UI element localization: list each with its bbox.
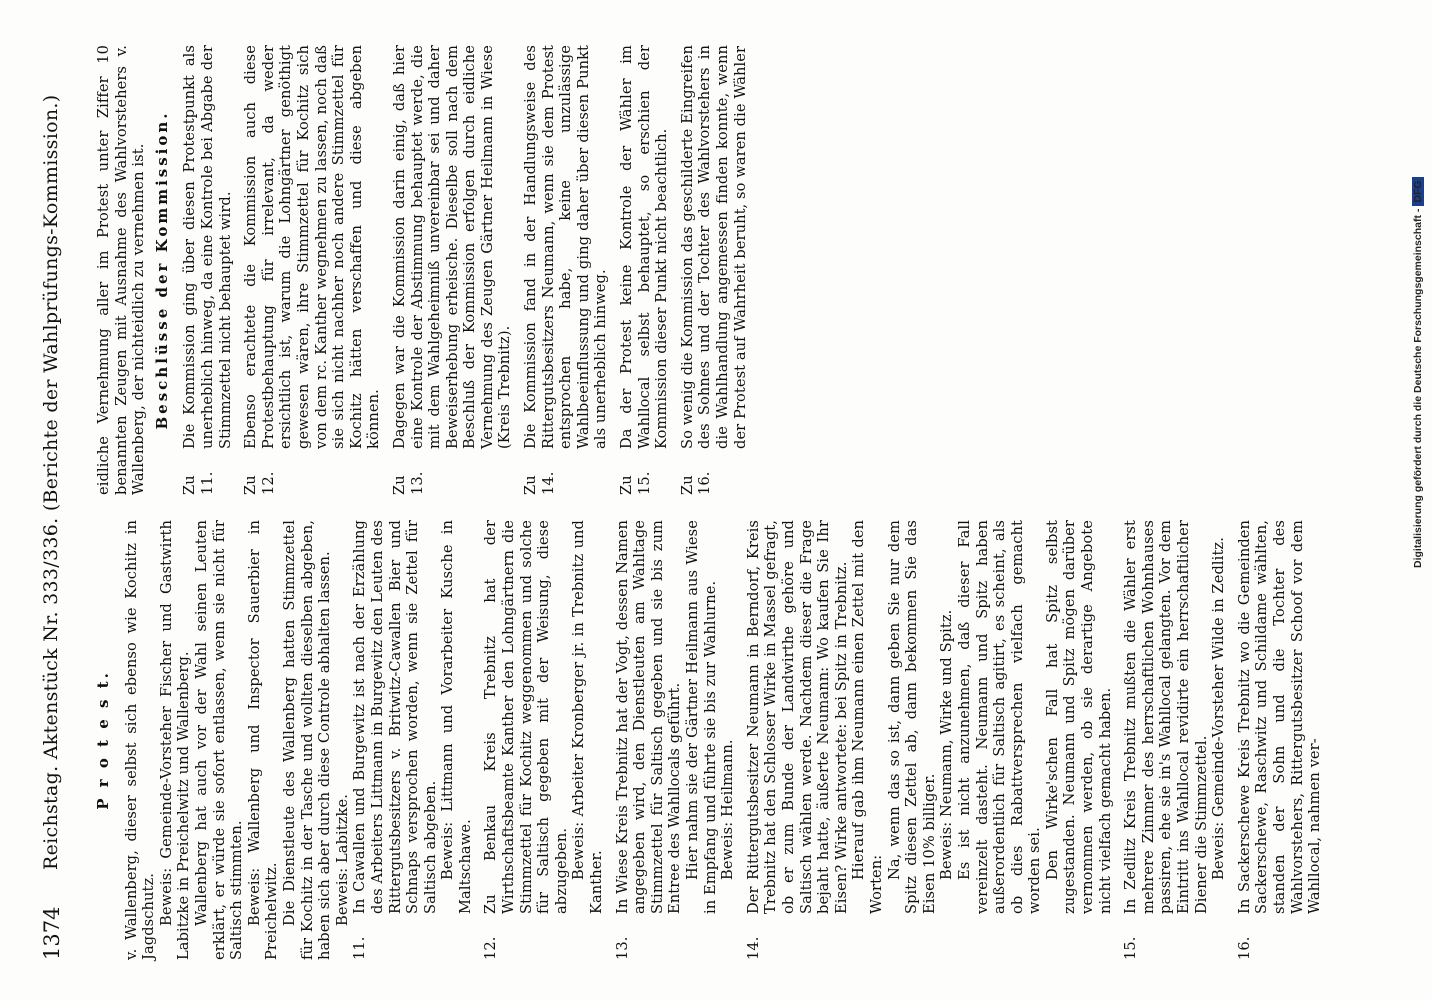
running-head: Reichstag. Aktenstück Nr. 333/336. (Berichte der Wahlprüfungs-Kommission.) — [40, 94, 62, 870]
page-header — [40, 40, 80, 960]
digitization-text: Digitalisierung gefördert durch die Deutsche Forschungsgemeinschaft - — [1412, 208, 1424, 568]
decision-item — [618, 45, 671, 495]
decision-item-paragraph: Die Kommission ging über diesen Protestpunkt als unerheblich hinweg, da eine Kontrole bei Abgabe der Stimmzettel nicht behauptet wird. — [181, 45, 234, 449]
protest-item-number: 15. — [1122, 936, 1140, 960]
protest-item — [351, 520, 474, 960]
protest-item-paragraph: Beweis: Gemeinde-Vorsteher Wilde in Zedlitz. — [1210, 537, 1228, 880]
left-column-protest — [95, 520, 1332, 960]
protest-items — [351, 520, 1323, 960]
protest-heading: P r o t e s t. — [94, 670, 112, 810]
protest-item-paragraph: Es ist nicht anzunehmen, daß dieser Fall vereinzelt dasteht. Neumann und Spitz haben außerordentlich für Saltisch agitirt, es scheint, als ob dies Rabattversprechen vielfach gemacht worden sei. — [955, 520, 1044, 914]
protest-item-paragraph: In Sackerschewe Kreis Trebnitz wo die Gemeinden Sackerschewe, Raschwitz und Schildame wählten, standen der Sohn und die Tochter des Wahlvorstehers, Rittergutsbesitzer Schoof vor dem Wahllocal, nahmen ver- — [1235, 520, 1324, 914]
decision-item-number: Zu 14. — [522, 471, 557, 495]
protest-item-paragraph: Den Wirke'schen Fall hat Spitz selbst zugestanden. Neumann und Spitz mögen darüber vernommen werden, ob sie derartige Angebote nicht vielfach gemacht haben. — [1043, 520, 1114, 914]
protest-item — [482, 520, 605, 960]
protest-item-paragraph: Zu Benkau Kreis Trebnitz hat der Wirthschaftsbeamte Kanther den Lohngärtnern die Stimmzettel für Kochitz weggenommen und solche für Saltisch gegeben mit der Weisung, diese abzugeben. — [482, 520, 570, 914]
page-number: 1374 — [40, 906, 64, 960]
protest-item-paragraph: In Zedlitz Kreis Trebnitz mußten die Wähler erst mehrere Zimmer des herrschaftlichen Wohnhauses passiren, ehe sie in's Wahllocal gelangten. Vor dem Eintritt ins Wahllocal revidirte ein herrschaftlicher Diener die Stimmzettel. — [1122, 520, 1210, 914]
protest-intro-paragraph: Wallenberg hat auch vor der Wahl seinen Leuten erklärt, er würde sie sofort entlassen, wenn sie nicht für Saltisch stimmten. — [192, 520, 246, 960]
protest-item-paragraph: Beweis: Heilmann. — [719, 739, 737, 880]
protest-item-number: 11. — [351, 936, 369, 960]
protest-item — [614, 520, 737, 960]
decision-item-number: Zu 15. — [618, 471, 653, 495]
decision-item-paragraph: Ebenso erachtete die Kommission auch diese Protestbehauptung für irrelevant, da weder ersichtlich ist, warum die Lohngärtner genöthigt gewesen wären, ihre Stimmzettel für Kochitz sich von dem rc. Kanther wegnehmen zu lassen, noch daß sie sich nicht nachher noch andere Stimmzettel für Kochitz hätten verschaffen und diese abgeben können. — [242, 45, 383, 449]
dfg-logo: DFG — [1412, 177, 1424, 205]
protest-item — [745, 520, 1114, 960]
decision-item-paragraph: Da der Protest keine Kontrole der Wähler im Wahllocal selbst behauptet, so erschien der Kommission dieser Punkt nicht beachtlich. — [618, 45, 671, 449]
protest-intro-paragraph: Beweis: Wallenberg und Inspector Sauerbier in Preichelwitz. — [245, 520, 281, 960]
protest-item-paragraph: Na, wenn das so ist, dann geben Sie nur dem Spitz diesen Zettel ab, dann bekommen Sie das Eisen 10% billiger. — [885, 520, 938, 914]
digitization-note — [1412, 8, 1428, 568]
decision-item-paragraph: So wenig die Kommission das geschilderte Eingreifen des Sohnes und der Tochter des Wahlvorstehers in die Wahlhandlung angemessen finden konnte, wenn der Protest auf Wahrheit beruht, so waren die Wähler — [678, 45, 749, 449]
decision-lead: eidliche Vernehmung aller im Protest unter Ziffer 10 benannten Zeugen mit Ausnahme des Wahlvorstehers v. Wallenberg, der nichteidlich zu vernehmen ist. — [95, 45, 148, 495]
decision-items — [181, 45, 749, 495]
decision-item-paragraph: Die Kommission fand in der Handlungsweise des Rittergutsbesitzers Neumann, wenn sie dem Protest entsprochen habe, keine unzulässige Wahlbeeinflussung und ging daher über diesen Punkt als unerheblich hinweg. — [522, 45, 610, 449]
protest-item-paragraph: Beweis: Littmann und Vorarbeiter Kusche in Maltschawe. — [439, 520, 474, 914]
protest-item-paragraph: Beweis: Arbeiter Kronberger jr. in Trebnitz und Kanther. — [570, 520, 606, 914]
decision-item-number: Zu 11. — [181, 471, 216, 495]
protest-intro-paragraph: v. Wallenberg, dieser selbst sich ebenso wie Kochitz in Jagdschutz. — [122, 520, 158, 960]
decision-item-number: Zu 12. — [242, 471, 277, 495]
protest-item — [1236, 520, 1324, 960]
decision-item-paragraph: Dagegen war die Kommission darin einig, daß hier eine Kontrole der Abstimmung behauptet werde, die mit dem Wahlgeheimniß unvereinbar sei und daher Beweiserhebung erheische. Dieselbe soll nach dem Beschluß der Kommission erfolgen durch eidliche Vernehmung des Zeugen Gärtner Heilmann in Wiese (Kreis Trebnitz). — [390, 45, 514, 449]
decision-item — [679, 45, 749, 495]
protest-item-paragraph: Hier nahm sie der Gärtner Heilmann aus Wiese in Empfang und führte sie bis zur Wahlurne. — [684, 520, 719, 914]
protest-item-number: 13. — [613, 936, 631, 960]
protest-intro-paragraph: Die Dienstleute des Wallenberg hatten Stimmzettel für Kochitz in der Tasche und wollten dieselben abgeben, haben sich aber durch diese Controle abhalten lassen. — [280, 520, 334, 960]
protest-item-paragraph: Hierauf gab ihm Neumann einen Zettel mit den Worten: — [850, 520, 885, 914]
protest-intro-paragraph: Beweis: Gemeinde-Vorsteher Fischer und Gastwirth Labitzke in Preichelwitz und Wallenberg. — [157, 520, 193, 960]
protest-intro-paragraph: Beweis: Labitzke. — [333, 794, 351, 926]
protest-item — [1122, 520, 1228, 960]
protest-item-paragraph: Der Rittergutsbesitzer Neumann in Berndorf, Kreis Trebnitz hat den Schlosser Wirke in Massel gefragt, ob er zum Bunde der Landwirthe gehöre und Saltisch wählen werde. Nachdem dieser die Frage bejaht hatte, äußerte Neumann: Wo kaufen Sie Ihr Eisen? Wirke antwortete: bei Spitz in Trebnitz. — [744, 520, 850, 914]
decision-item — [181, 45, 234, 495]
protest-item-paragraph: Beweis: Neumann, Wirke und Spitz. — [938, 609, 956, 880]
protest-item-paragraph: In Cawallen und Burgewitz ist nach der Erzählung des Arbeiters Littmann in Burgewitz den Leuten des Rittergutsbesitzers v. Britwitz-Cawallen Bier und Schnaps versprochen worden, wenn sie Zettel für Saltisch abgeben. — [351, 520, 439, 914]
decision-item — [522, 45, 610, 495]
decision-item — [391, 45, 514, 495]
decisions-heading: Beschlüsse der Kommission. — [152, 110, 171, 430]
protest-intro — [123, 520, 352, 960]
decision-item-number: Zu 16. — [678, 471, 714, 495]
protest-item-paragraph: In Wiese Kreis Trebnitz hat der Vogt, dessen Namen angegeben wird, den Dienstleuten am Wahltage Stimmzettel für Saltisch gegeben und sie bis zum Entree des Wahllocals geführt. — [613, 520, 684, 914]
protest-item-number: 12. — [482, 936, 500, 960]
decision-item-number: Zu 13. — [390, 471, 426, 495]
protest-item-number: 14. — [744, 936, 762, 960]
decision-item — [242, 45, 383, 495]
right-column-decisions — [95, 45, 757, 495]
protest-item-number: 16. — [1235, 936, 1253, 960]
